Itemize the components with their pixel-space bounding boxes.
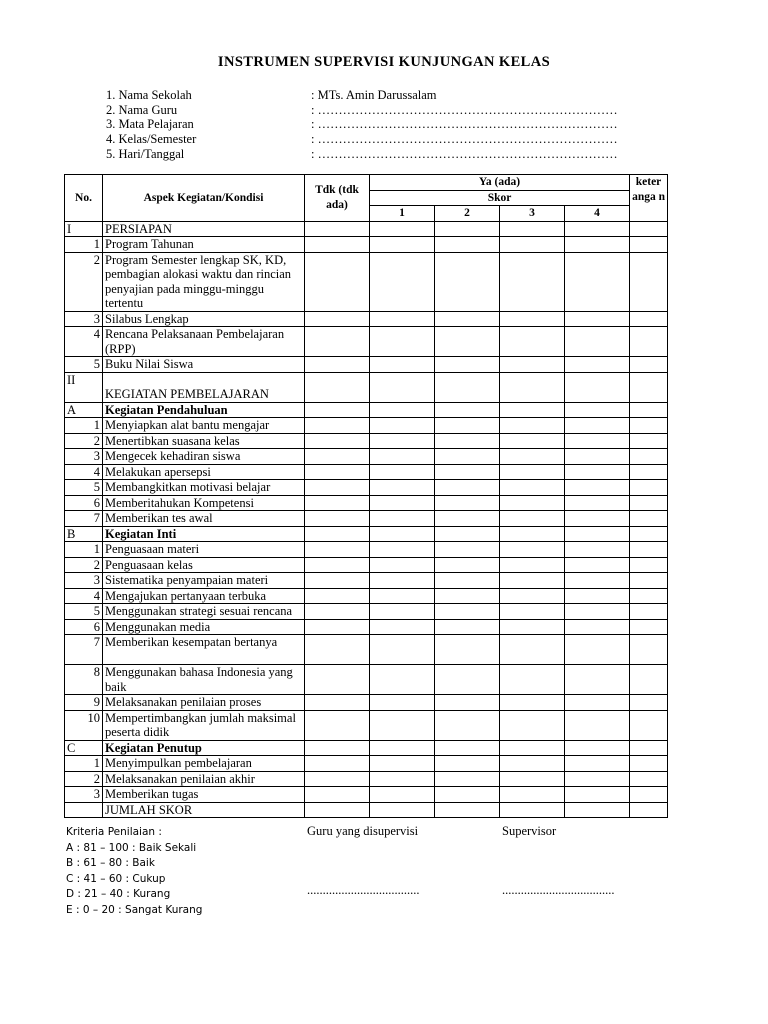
table-row: [65, 619, 668, 635]
kriteria-item: E : 0 – 20 : Sangat Kurang: [66, 903, 203, 916]
total-row: [65, 802, 668, 818]
row-aspek: Kegiatan Inti: [103, 526, 305, 542]
row-aspek: Menggunakan strategi sesuai rencana: [103, 604, 305, 620]
row-aspek: Buku Nilai Siswa: [103, 357, 305, 373]
kriteria-block: [66, 825, 202, 918]
row-no: 3: [65, 573, 103, 589]
table-row: [65, 357, 668, 373]
kriteria-title: Kriteria Penilaian :: [66, 826, 162, 838]
row-aspek: JUMLAH SKOR: [103, 802, 305, 818]
row-no: 7: [65, 511, 103, 527]
table-row: [65, 526, 668, 542]
header-score-3: 3: [500, 206, 565, 222]
info-value-date: : ………………………………………………………………: [311, 147, 618, 161]
header-no: No.: [65, 175, 103, 222]
row-aspek: Kegiatan Pendahuluan: [103, 402, 305, 418]
table-row: [65, 511, 668, 527]
row-no: 4: [65, 464, 103, 480]
table-row: [65, 402, 668, 418]
table-row: [65, 252, 668, 311]
table-row: [65, 787, 668, 803]
table-row: [65, 311, 668, 327]
table-row: [65, 557, 668, 573]
row-no: 1: [65, 542, 103, 558]
row-aspek: Program Tahunan: [103, 237, 305, 253]
row-no: 8: [65, 665, 103, 695]
table-row: [65, 542, 668, 558]
row-no: A: [65, 402, 103, 418]
info-label-subject: 3. Mata Pelajaran: [106, 117, 194, 131]
table-row: [65, 588, 668, 604]
row-no: 2: [65, 771, 103, 787]
row-no: I: [65, 221, 103, 237]
header-aspek: Aspek Kegiatan/Kondisi: [103, 175, 305, 222]
row-no: 3: [65, 449, 103, 465]
table-row: [65, 573, 668, 589]
row-aspek: PERSIAPAN: [103, 221, 305, 237]
row-no: 6: [65, 495, 103, 511]
row-no: 5: [65, 604, 103, 620]
table-row: [65, 237, 668, 253]
row-aspek: Menyiapkan alat bantu mengajar: [103, 418, 305, 434]
kriteria-item: A : 81 – 100 : Baik Sekali: [66, 841, 197, 854]
row-no: 1: [65, 756, 103, 772]
supervisor-signature-line: ....................................: [502, 883, 615, 897]
row-aspek: Melaksanakan penilaian proses: [103, 695, 305, 711]
info-label-date: 5. Hari/Tanggal: [106, 147, 185, 161]
row-no: 1: [65, 418, 103, 434]
header-keterangan: keter anga n: [630, 175, 668, 222]
row-aspek: Kegiatan Penutup: [103, 740, 305, 756]
info-label-class: 4. Kelas/Semester: [106, 132, 197, 146]
row-no: 4: [65, 588, 103, 604]
supervisor-label: Supervisor: [502, 824, 557, 838]
info-value-class: : ………………………………………………………………: [311, 132, 618, 146]
row-no: 3: [65, 311, 103, 327]
row-no: 2: [65, 252, 103, 311]
table-row: [65, 695, 668, 711]
row-aspek: Mempertimbangkan jumlah maksimal peserta didik: [103, 710, 305, 740]
table-row: [65, 418, 668, 434]
row-aspek: Program Semester lengkap SK, KD, pembagian alokasi waktu dan rincian penyajian pada minggu-minggu tertentu: [103, 252, 305, 311]
kriteria-item: B : 61 – 80 : Baik: [66, 857, 155, 869]
table-row: [65, 604, 668, 620]
row-aspek: Rencana Pelaksanaan Pembelajaran (RPP): [103, 327, 305, 357]
header-ya: Ya (ada): [370, 175, 630, 191]
header-tdk: Tdk (tdk ada): [305, 175, 370, 222]
table-row: [65, 372, 668, 402]
header-score-4: 4: [565, 206, 630, 222]
table-row: [65, 710, 668, 740]
row-no: 5: [65, 357, 103, 373]
row-aspek: Memberikan kesempatan bertanya: [103, 635, 305, 665]
header-score-1: 1: [370, 206, 435, 222]
row-no: [65, 802, 103, 818]
info-label-school: 1. Nama Sekolah: [106, 88, 192, 102]
row-aspek: Membangkitkan motivasi belajar: [103, 480, 305, 496]
kriteria-item: D : 21 – 40 : Kurang: [66, 888, 171, 900]
row-no: 3: [65, 787, 103, 803]
table-row: [65, 495, 668, 511]
row-aspek: Memberikan tes awal: [103, 511, 305, 527]
row-aspek: Penguasaan kelas: [103, 557, 305, 573]
row-no: 4: [65, 327, 103, 357]
table-row: [65, 740, 668, 756]
row-aspek: Memberikan tugas: [103, 787, 305, 803]
row-aspek: Menertibkan suasana kelas: [103, 433, 305, 449]
row-aspek: Mengecek kehadiran siswa: [103, 449, 305, 465]
supervision-table: [64, 174, 668, 818]
row-aspek: Menggunakan media: [103, 619, 305, 635]
row-no: 7: [65, 635, 103, 665]
row-no: 1: [65, 237, 103, 253]
guru-signature-line: ....................................: [307, 883, 420, 897]
row-no: C: [65, 740, 103, 756]
row-no: II: [65, 372, 103, 402]
table-row: [65, 464, 668, 480]
header-score-2: 2: [435, 206, 500, 222]
table-row: [65, 756, 668, 772]
table-row: [65, 771, 668, 787]
info-value-school: : MTs. Amin Darussalam: [311, 88, 437, 102]
row-aspek: Menyimpulkan pembelajaran: [103, 756, 305, 772]
guru-label: Guru yang disupervisi: [307, 824, 419, 838]
row-aspek: Silabus Lengkap: [103, 311, 305, 327]
table-row: [65, 433, 668, 449]
row-no: 10: [65, 710, 103, 740]
info-value-subject: : ………………………………………………………………: [311, 117, 618, 131]
row-aspek: KEGIATAN PEMBELAJARAN: [103, 372, 305, 402]
table-row: [65, 221, 668, 237]
page-title: INSTRUMEN SUPERVISI KUNJUNGAN KELAS: [217, 54, 551, 70]
table-row: [65, 480, 668, 496]
row-no: 2: [65, 557, 103, 573]
row-aspek: Melakukan apersepsi: [103, 464, 305, 480]
row-aspek: Menggunakan bahasa Indonesia yang baik: [103, 665, 305, 695]
row-no: B: [65, 526, 103, 542]
row-no: 6: [65, 619, 103, 635]
kriteria-item: C : 41 – 60 : Cukup: [66, 872, 166, 885]
row-aspek: Sistematika penyampaian materi: [103, 573, 305, 589]
info-value-teacher: : ………………………………………………………………: [311, 103, 618, 117]
table-row: [65, 665, 668, 695]
header-skor: Skor: [370, 190, 630, 206]
row-no: 2: [65, 433, 103, 449]
row-aspek: Memberitahukan Kompetensi: [103, 495, 305, 511]
table-row: [65, 327, 668, 357]
table-row: [65, 635, 668, 665]
table-row: [65, 449, 668, 465]
row-no: 9: [65, 695, 103, 711]
row-aspek: Mengajukan pertanyaan terbuka: [103, 588, 305, 604]
info-label-teacher: 2. Nama Guru: [106, 103, 178, 117]
row-no: 5: [65, 480, 103, 496]
row-aspek: Melaksanakan penilaian akhir: [103, 771, 305, 787]
row-aspek: Penguasaan materi: [103, 542, 305, 558]
